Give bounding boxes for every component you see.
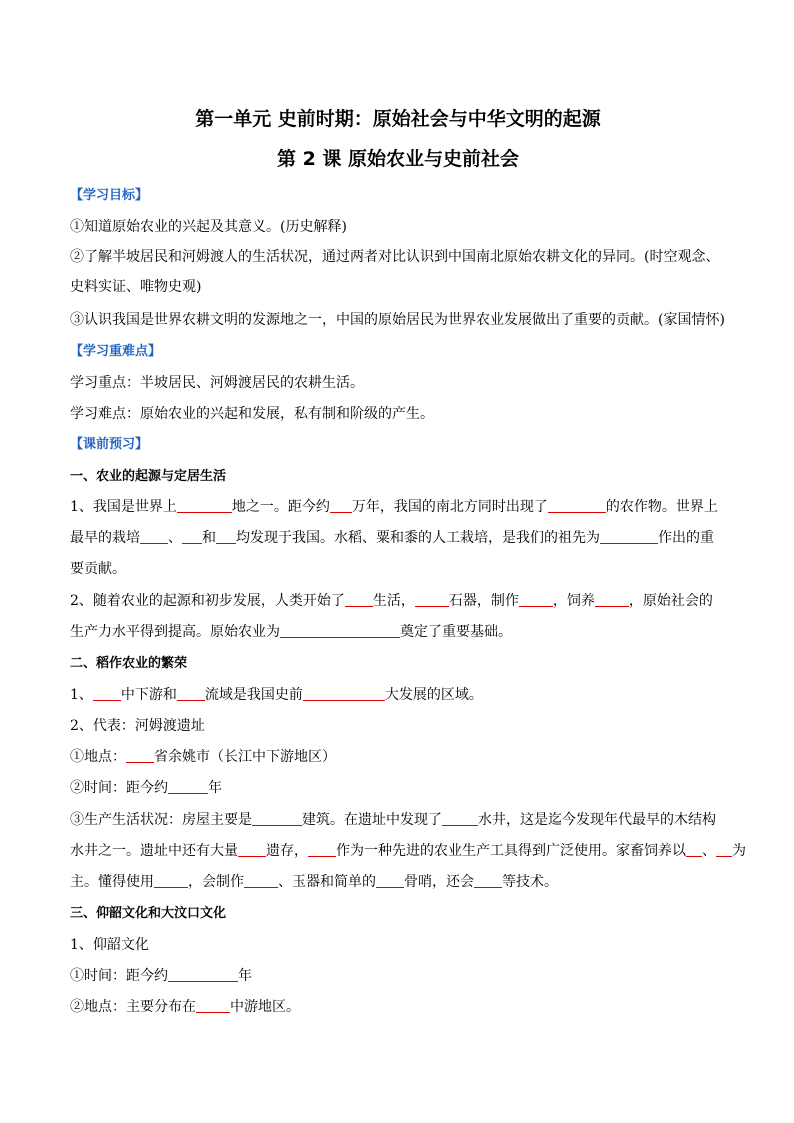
p8: 1、仰韶文化 (70, 937, 149, 953)
blank[interactable] (244, 873, 278, 888)
blank[interactable] (376, 873, 404, 888)
unit-title: 第一单元 史前时期：原始社会与中华文明的起源 (195, 108, 601, 130)
p7-line2: 水井之一。遗址中还有大量 遗存， 作为一种先进的农业生产工具得到广泛使用。家畜饲养以 、 为 (70, 843, 746, 859)
blank[interactable] (442, 811, 478, 826)
key-point: 学习重点：半坡居民、河姆渡居民的农耕生活。 (70, 375, 364, 391)
p1-line1: 1、我国是世界上 地之一。距今约 万年，我国的南北方同时出现了 的农作物。世界上 (70, 499, 718, 515)
p1-line2: 最早的栽培 、 和 均发现于我国。水稻、粟和黍的人工栽培，是我们的祖先为 作出的重 (70, 530, 714, 546)
blank[interactable] (280, 623, 400, 638)
goal-2a: ②了解半坡居民和河姆渡人的生活状况，通过两者对比认识到中国南北原始农耕文化的异同。(时空观念、 (70, 249, 720, 265)
blank[interactable] (252, 811, 302, 826)
blank[interactable] (519, 592, 553, 607)
goal-2b: 史料实证、唯物史观) (70, 279, 202, 295)
blank[interactable] (600, 529, 658, 544)
section-1-heading: 一、农业的起源与定居生活 (70, 469, 227, 484)
difficult-point: 学习难点：原始农业的兴起和发展，私有制和阶级的产生。 (70, 406, 434, 422)
blank[interactable] (330, 498, 352, 513)
blank[interactable] (308, 842, 336, 857)
p2-line2: 生产力水平得到提高。原始农业为 奠定了重要基础。 (70, 624, 512, 640)
blank[interactable] (216, 529, 236, 544)
p3: 1、 中下游和 流域是我国史前 大发展的区域。 (70, 687, 483, 703)
blank[interactable] (415, 592, 449, 607)
goal-1: ①知道原始农业的兴起及其意义。(历史解释) (70, 219, 347, 235)
blank[interactable] (177, 686, 205, 701)
blank[interactable] (182, 529, 202, 544)
blank[interactable] (686, 842, 702, 857)
blank[interactable] (140, 529, 168, 544)
p6: ②时间：距今约 年 (70, 780, 222, 796)
blank[interactable] (716, 842, 732, 857)
blank[interactable] (474, 873, 502, 888)
p4: 2、代表：河姆渡遗址 (70, 718, 205, 734)
goals-heading: 【学习目标】 (70, 188, 149, 203)
goal-3: ③认识我国是世界农耕文明的发源地之一，中国的原始居民为世界农业发展做出了重要的贡献。(家国情怀) (70, 312, 725, 328)
section-3-heading: 三、仰韶文化和大汶口文化 (70, 906, 227, 921)
blank[interactable] (595, 592, 629, 607)
section-2-heading: 二、稻作农业的繁荣 (70, 656, 188, 671)
p5: ①地点： 省余姚市（长江中下游地区） (70, 749, 336, 765)
p7-line1: ③生产生活状况：房屋主要是 建筑。在遗址中发现了 水井，这是迄今发现年代最早的木结构 (70, 812, 716, 828)
preview-heading: 【课前预习】 (70, 437, 149, 452)
blank[interactable] (548, 498, 606, 513)
p2-line1: 2、随着农业的起源和初步发展，人类开始了 生活， 石器，制作 ，饲养 ，原始社会的 (70, 593, 713, 609)
key-heading: 【学习重难点】 (70, 344, 162, 359)
p1-line3: 要贡献。 (70, 561, 126, 577)
blank[interactable] (345, 592, 373, 607)
blank[interactable] (238, 842, 266, 857)
p7-line3: 主。懂得使用 ，会制作 、玉器和简单的 骨哨，还会 等技术。 (70, 874, 558, 890)
blank[interactable] (93, 686, 121, 701)
blank[interactable] (168, 779, 208, 794)
blank[interactable] (126, 748, 154, 763)
blank[interactable] (177, 498, 232, 513)
blank[interactable] (168, 967, 238, 982)
blank[interactable] (154, 873, 188, 888)
p9: ①时间：距今约 年 (70, 968, 252, 984)
blank[interactable] (303, 686, 385, 701)
blank[interactable] (196, 998, 230, 1013)
lesson-title: 第 2 课 原始农业与史前社会 (276, 148, 520, 170)
p10: ②地点：主要分布在 中游地区。 (70, 999, 300, 1015)
